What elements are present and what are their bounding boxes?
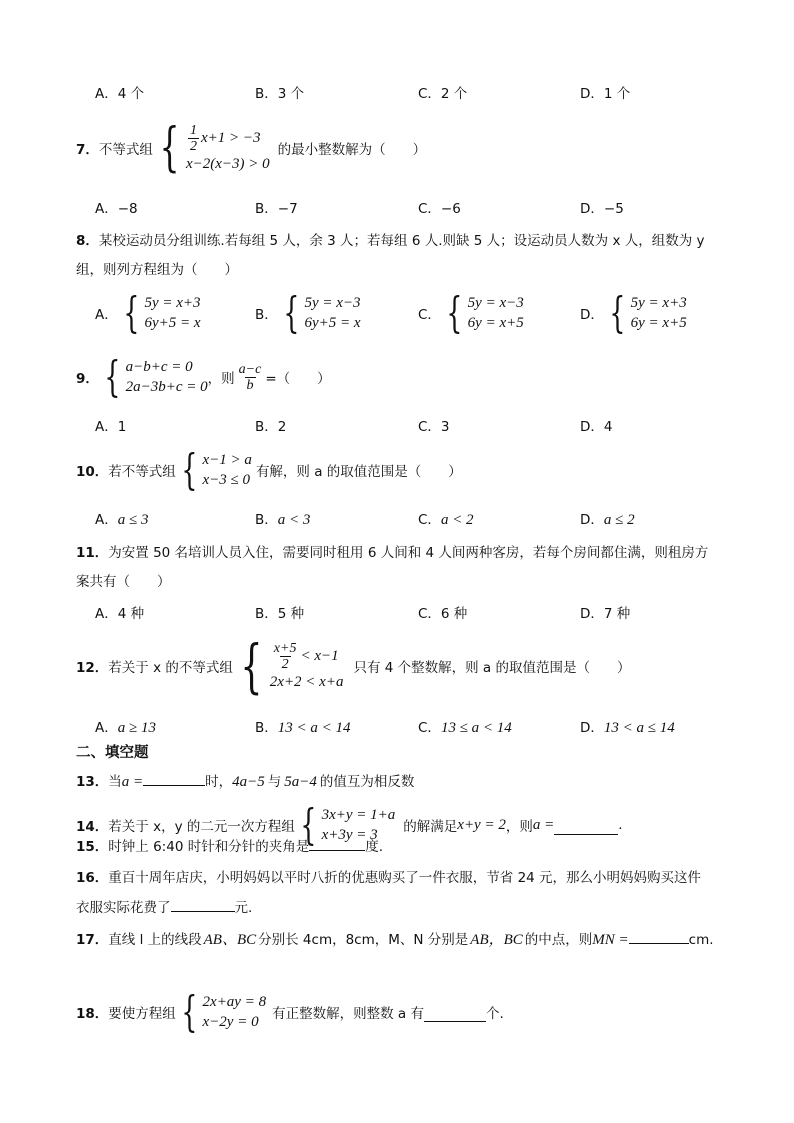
brace-icon: { — [159, 118, 180, 178]
q7-line1: x+1 > −3 — [201, 130, 261, 146]
q10-number: 10． — [76, 464, 109, 480]
q6-option-c: C．2 个 — [418, 86, 468, 102]
q15-answer-blank[interactable] — [309, 836, 365, 851]
q11-option-a: A．4 种 — [95, 606, 145, 622]
q11-option-b: B．5 种 — [255, 606, 305, 622]
q12-system: { $\frac{x+5}{2}$ < x−1 2x+2 < x+a — [240, 632, 344, 700]
q12-prefix: 若关于 x 的不等式组 — [108, 660, 233, 676]
question-15: 15． 时钟上 6:40 时针和分针的夹角是 度. — [76, 835, 383, 855]
q11-line2: 案共有（ ） — [76, 574, 171, 590]
q7-line2: x−2(x−3) > 0 — [186, 155, 270, 172]
q10-suffix: 有解，则 a 的取值范围是（ ） — [255, 464, 462, 480]
q8-number: 8． — [76, 233, 99, 249]
q7-option-c: C．−6 — [418, 201, 461, 217]
q10-option-c: C．a < 2 — [418, 512, 474, 528]
brace-icon: { — [181, 445, 198, 494]
q11-option-d: D．7 种 — [580, 606, 631, 622]
question-11 — [76, 541, 708, 561]
q14-answer-blank[interactable] — [554, 820, 618, 835]
section-title-fill-in: 二、填空题 — [76, 745, 149, 761]
q7-option-b: B．−7 — [255, 201, 298, 217]
brace-icon: { — [104, 352, 121, 401]
q10-option-d: D．a ≤ 2 — [580, 512, 635, 528]
brace-icon: { — [283, 288, 300, 337]
q9-option-d: D．4 — [580, 419, 613, 435]
brace-icon: { — [123, 288, 140, 337]
q8-option-b: B． { 5y = x−3 6y+5 = x — [255, 288, 361, 337]
q9-options — [95, 415, 755, 437]
question-9 — [76, 354, 331, 400]
q8-options — [95, 288, 755, 338]
question-12 — [76, 634, 631, 698]
q7-number: 7． — [76, 142, 99, 158]
q11-option-c: C．6 种 — [418, 606, 468, 622]
q6-option-b: B．3 个 — [255, 86, 305, 102]
q9-option-b: B．2 — [255, 419, 287, 435]
q12-option-c: C．13 ≤ a < 14 — [418, 720, 512, 736]
q11-number: 11． — [76, 545, 109, 561]
question-7 — [76, 118, 426, 178]
q6-option-d: D．1 个 — [580, 86, 631, 102]
q13-answer-blank[interactable] — [143, 771, 205, 786]
q7-system — [153, 118, 270, 178]
q10-prefix: 若不等式组 — [108, 464, 176, 480]
q10-option-b: B．a < 3 — [255, 512, 311, 528]
question-14: 14． 若关于 x，y 的二元一次方程组 { 3x+y = 1+a x+3y = 3 的解满足 x+y = 2 ，则 a = . — [76, 800, 623, 849]
q8-line2: 组，则列方程组为（ ） — [76, 262, 238, 278]
q7-options — [95, 197, 755, 219]
q11-line1: 为安置 50 名培训人员入住，需要同时租用 6 人间和 4 人间两种客房，若每个房间都住满，则租房方 — [108, 545, 709, 561]
question-10 — [76, 447, 462, 493]
q7-option-d: D．−5 — [580, 201, 624, 217]
q10-options — [95, 508, 755, 530]
q12-options — [95, 716, 755, 738]
brace-icon: { — [181, 987, 198, 1036]
q9-fraction: $\frac{a-c}{b}$ — [238, 361, 262, 393]
q16-line2: 衣服实际花费了 元. — [76, 896, 252, 916]
q9-suffix: =（ ） — [265, 371, 331, 387]
q9-option-a: A．1 — [95, 419, 127, 435]
q17-answer-blank[interactable] — [629, 929, 689, 944]
question-13: 13． 当 a = 时， 4a−5 与 5a−4 的值互为相反数 — [76, 770, 414, 791]
q10-system: { x−1 > a x−3 ≤ 0 — [181, 445, 252, 494]
q12-option-b: B．13 < a < 14 — [255, 720, 351, 736]
brace-icon: { — [300, 800, 317, 849]
q12-suffix: 只有 4 个整数解，则 a 的取值范围是（ ） — [353, 660, 631, 676]
q8-option-c: C． { 5y = x−3 6y = x+5 — [418, 288, 524, 337]
q9-mid: ，则 — [207, 371, 235, 387]
q7-option-a: A．−8 — [95, 201, 138, 217]
q9-option-c: C．3 — [418, 419, 450, 435]
q8-option-a: A． { 5y = x+3 6y+5 = x — [95, 288, 201, 337]
brace-icon: { — [446, 288, 463, 337]
q12-option-d: D．13 < a ≤ 14 — [580, 720, 675, 736]
q9-system: { a−b+c = 0 2a−3b+c = 0 — [104, 352, 208, 401]
question-8 — [76, 229, 705, 249]
brace-icon: { — [240, 632, 263, 700]
q7-suffix: 的最小整数解为（ ） — [277, 142, 427, 158]
q12-number: 12． — [76, 660, 109, 676]
q9-number: 9． — [76, 371, 99, 387]
q8-option-d: D． { 5y = x+3 6y = x+5 — [580, 288, 687, 337]
q8-line1: 某校运动员分组训练.若每组 5 人，余 3 人；若每组 6 人.则缺 5 人；设运动员人数为 x 人，组数为 y — [98, 233, 705, 249]
q16-answer-blank[interactable] — [171, 897, 235, 912]
q10-option-a: A．a ≤ 3 — [95, 512, 149, 528]
q7-frac-den: 2 — [190, 138, 197, 154]
question-16: 16．重百十周年店庆，小明妈妈以平时八折的优惠购买了一件衣服，节省 24 元，那么小明妈妈购买这件 — [76, 870, 702, 886]
q11-options — [95, 602, 755, 624]
brace-icon: { — [609, 288, 626, 337]
q7-frac-num: 1 — [190, 122, 197, 138]
question-18: 18． 要使方程组 { 2x+ay = 8 x−2y = 0 有正整数解，则整数 a 有 个. — [76, 987, 504, 1036]
question-17: 17． 直线 l 上的线段 AB、BC 分别长 4cm，8cm，M、N 分别是 AB，BC 的中点，则 MN = cm. — [76, 928, 714, 949]
q18-answer-blank[interactable] — [424, 1007, 486, 1022]
q12-option-a: A．a ≥ 13 — [95, 720, 156, 736]
q6-options — [95, 82, 755, 104]
q6-option-a: A．4 个 — [95, 86, 145, 102]
q7-prefix: 不等式组 — [98, 142, 153, 158]
